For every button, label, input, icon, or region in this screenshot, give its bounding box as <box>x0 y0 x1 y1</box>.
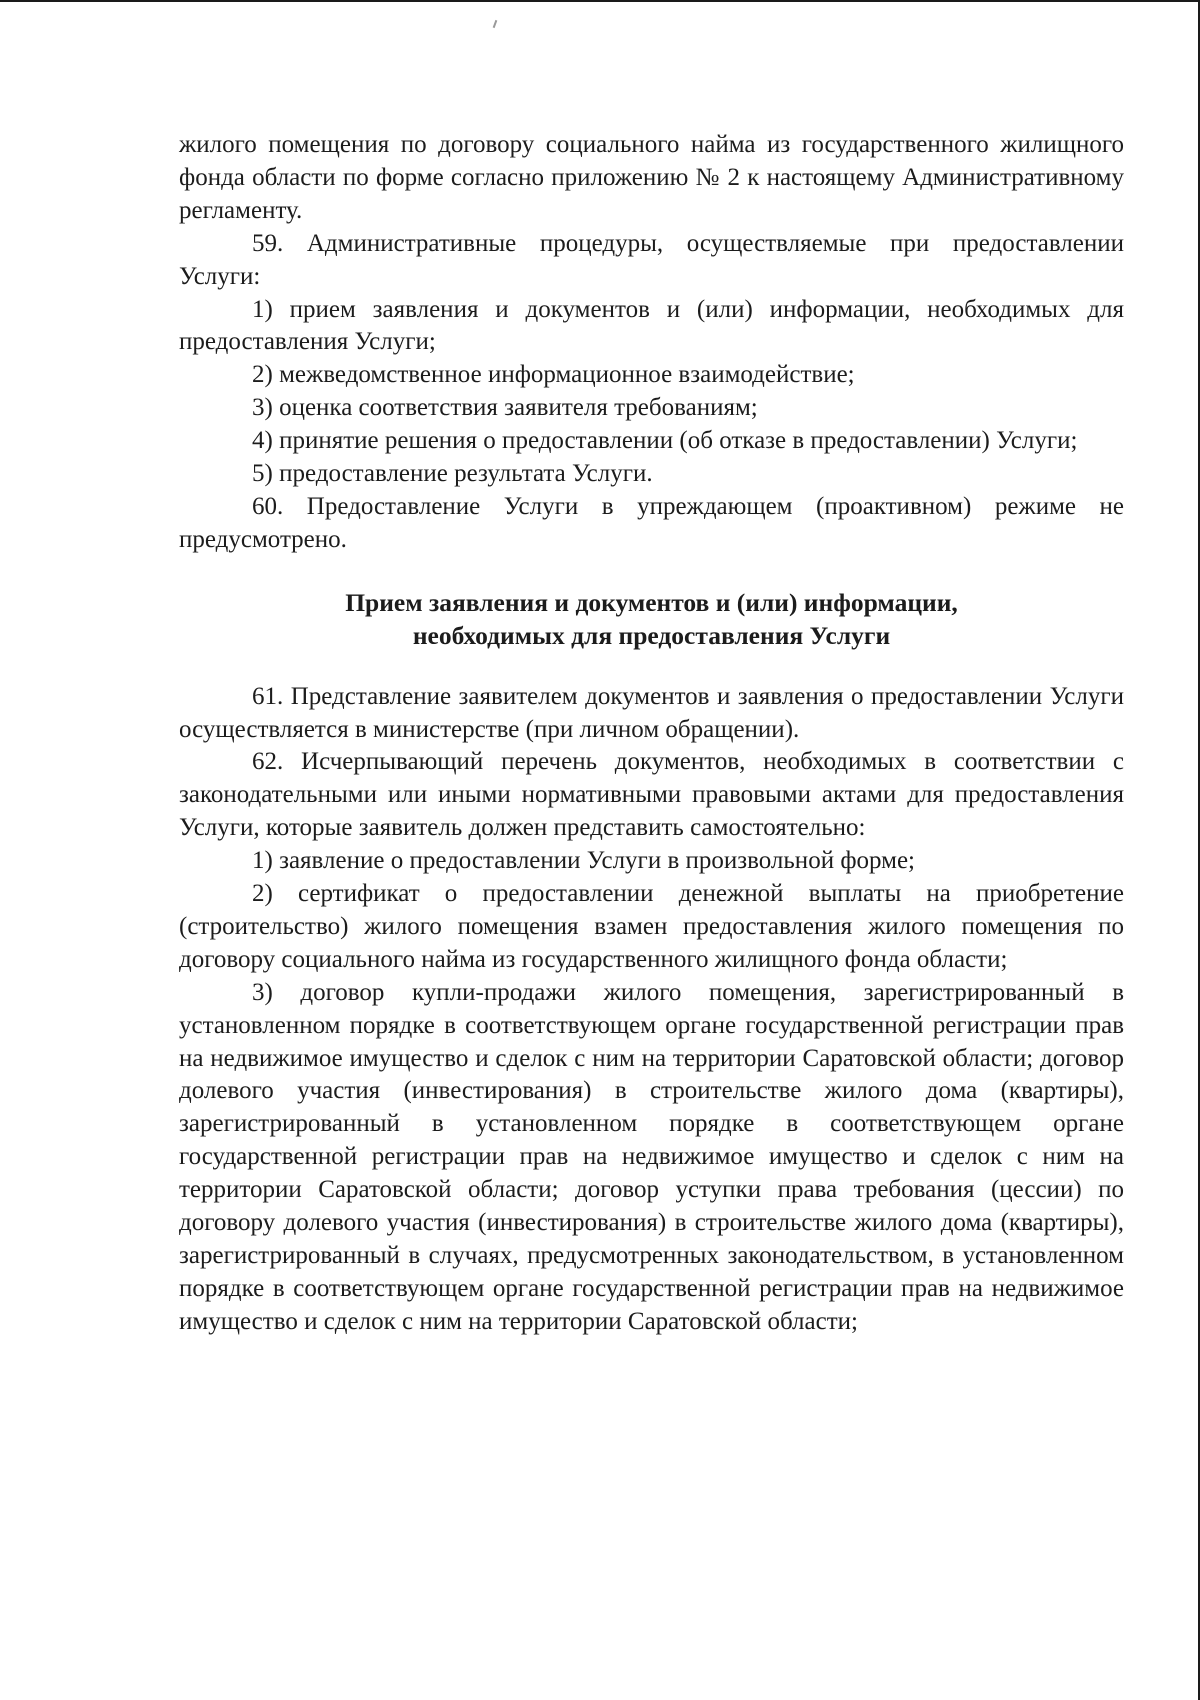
paragraph-59-item-2: 2) межведомственное информационное взаимодействие; <box>252 361 855 389</box>
paragraph-61: 61. Представление заявителем документов и заявления о предоставлении Услуги осуществляется в министерстве (при личном обращении). <box>179 682 1124 743</box>
paragraph-62-item-2: 2) сертификат о предоставлении денежной выплаты на приобретение (строительство) жилого помещения взамен предоставления жилого помещения по договору социального найма из государственного жилищного фонда области; <box>179 880 1124 973</box>
paragraph-62-item-1: 1) заявление о предоставлении Услуги в произвольной форме; <box>252 847 916 875</box>
section-heading-line-1: Прием заявления и документов и (или) информации, <box>345 587 958 617</box>
section-heading <box>179 587 1124 653</box>
paragraph-59-item-3: 3) оценка соответствия заявителя требованиям; <box>252 394 758 422</box>
paragraph-59-item-5: 5) предоставление результата Услуги. <box>252 460 653 488</box>
document-body <box>179 129 1124 1339</box>
scan-artifact-mark <box>493 20 498 28</box>
paragraph-59: 59. Административные процедуры, осуществляемые при предоставлении Услуги: <box>179 229 1124 290</box>
paragraph-60: 60. Предоставление Услуги в упреждающем (проактивном) режиме не предусмотрено. <box>179 492 1124 553</box>
paragraph-62: 62. Исчерпывающий перечень документов, необходимых в соответствии с законодательными или иными нормативными правовыми актами для предоставления Услуги, которые заявитель должен представить самостоятельно: <box>179 748 1124 842</box>
paragraph-59-item-1: 1) прием заявления и документов и (или) информации, необходимых для предоставления Услуги; <box>179 295 1124 356</box>
section-heading-line-2: необходимых для предоставления Услуги <box>412 620 891 650</box>
paragraph-59-item-4: 4) принятие решения о предоставлении (об отказе в предоставлении) Услуги; <box>252 427 1078 455</box>
paragraph-62-item-3: 3) договор купли-продажи жилого помещения, зарегистрированный в установленном порядке в соответствующем органе государственной регистрации прав на недвижимое имущество и сделок с ним на территории Саратовской области; договор долевого участия (инвестирования) в строительстве жилого дома (квартиры), зарегистрированный в установленном порядке в соответствующем органе государственной регистрации прав на недвижимое имущество и сделок с ним на территории Саратовской области; договор уступки права требования (цессии) по договору долевого участия (инвестирования) в строительстве жилого дома (квартиры), зарегистрированный в случаях, предусмотренных законодательством, в установленном порядке в соответствующем органе государственной регистрации прав на недвижимое имущество и сделок с ним на территории Саратовской области; <box>179 978 1124 1335</box>
spacer <box>179 653 1124 681</box>
spacer <box>179 557 1124 587</box>
paragraph-continuation: жилого помещения по договору социального найма из государственного жилищного фонда области по форме согласно приложению № 2 к настоящему Административному регламенту. <box>179 131 1124 224</box>
